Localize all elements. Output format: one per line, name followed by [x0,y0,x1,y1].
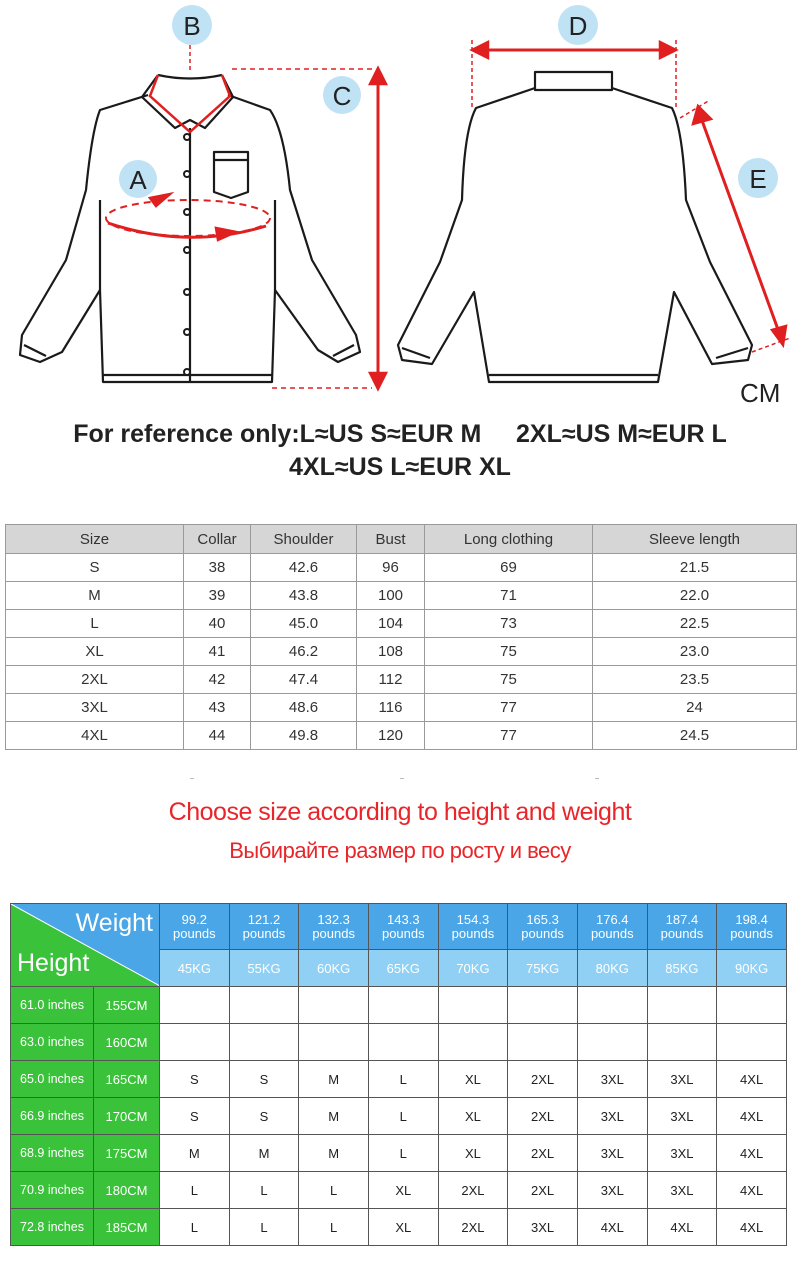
recommended-size: 4XL [717,1209,787,1246]
recommended-size [647,987,717,1024]
recommended-size: 3XL [577,1135,647,1172]
recommended-size: S [229,1098,299,1135]
recommended-size: 3XL [577,1061,647,1098]
cell-collar: 42 [184,666,251,694]
cell-bust: 112 [357,666,425,694]
recommended-size: 2XL [508,1135,578,1172]
cell-size: S [6,554,184,582]
cell-long-clothing: 69 [425,554,593,582]
height-cm: 180CM [94,1172,160,1209]
recommended-size [229,987,299,1024]
size-row [6,610,797,638]
cell-long-clothing: 75 [425,638,593,666]
size-row [6,694,797,722]
cell-bust: 116 [357,694,425,722]
recommended-size: XL [438,1098,508,1135]
recommended-size [577,1024,647,1061]
shirt-measurement-diagram [0,0,800,420]
cell-sleeve-length: 23.5 [593,666,797,694]
divider-dot [595,778,599,779]
height-inches: 63.0 inches [11,1024,94,1061]
cell-shoulder: 45.0 [251,610,357,638]
cell-size: 2XL [6,666,184,694]
col-header-long-clothing: Long clothing [425,525,593,554]
cell-long-clothing: 75 [425,666,593,694]
badge-a [119,160,157,198]
recommended-size: M [299,1061,369,1098]
cell-long-clothing: 77 [425,722,593,750]
size-row [6,666,797,694]
recommended-size: L [299,1209,369,1246]
size-row [6,722,797,750]
recommended-size: 3XL [577,1098,647,1135]
cell-sleeve-length: 21.5 [593,554,797,582]
recommended-size [647,1024,717,1061]
badge-c [323,76,361,114]
recommended-size [577,987,647,1024]
choose-size-heading-ru: Выбирайте размер по росту и весу [229,838,571,863]
recommended-size: L [368,1098,438,1135]
recommended-size: 4XL [717,1172,787,1209]
recommended-size: 3XL [577,1172,647,1209]
height-row [11,1061,787,1098]
weight-pounds-row [11,904,787,950]
weight-kg-header: 70KG [438,950,508,987]
recommended-size: L [160,1172,230,1209]
height-cm: 170CM [94,1098,160,1135]
weight-pounds-header: 176.4 pounds [577,904,647,950]
recommended-size: XL [438,1135,508,1172]
weight-kg-header: 90KG [717,950,787,987]
recommended-size [368,987,438,1024]
divider-dot [190,778,194,779]
col-header-size: Size [6,525,184,554]
height-weight-table [10,903,787,1246]
recommended-size: 2XL [508,1098,578,1135]
cell-bust: 104 [357,610,425,638]
cell-long-clothing: 73 [425,610,593,638]
recommended-size: 3XL [647,1135,717,1172]
badge-e [738,158,778,198]
height-row [11,1135,787,1172]
cell-collar: 43 [184,694,251,722]
height-cm: 155CM [94,987,160,1024]
recommended-size: 4XL [647,1209,717,1246]
cell-shoulder: 42.6 [251,554,357,582]
recommended-size: M [229,1135,299,1172]
recommended-size: S [160,1061,230,1098]
size-table [5,524,797,750]
height-row [11,1024,787,1061]
recommended-size: XL [438,1061,508,1098]
col-header-collar: Collar [184,525,251,554]
col-header-bust: Bust [357,525,425,554]
cell-collar: 40 [184,610,251,638]
height-row [11,1209,787,1246]
cell-bust: 100 [357,582,425,610]
recommended-size: 4XL [717,1061,787,1098]
height-inches: 61.0 inches [11,987,94,1024]
cell-size: M [6,582,184,610]
cell-size: 4XL [6,722,184,750]
cell-shoulder: 49.8 [251,722,357,750]
cell-size: 3XL [6,694,184,722]
height-cm: 185CM [94,1209,160,1246]
choose-size-heading: Choose size according to height and weight [168,798,632,826]
recommended-size [299,1024,369,1061]
recommended-size: 3XL [647,1172,717,1209]
weight-kg-header: 55KG [229,950,299,987]
height-inches: 68.9 inches [11,1135,94,1172]
cell-sleeve-length: 22.0 [593,582,797,610]
cell-sleeve-length: 23.0 [593,638,797,666]
recommended-size [717,1024,787,1061]
cell-sleeve-length: 22.5 [593,610,797,638]
recommended-size: L [229,1172,299,1209]
recommended-size: M [160,1135,230,1172]
recommended-size [160,1024,230,1061]
cell-collar: 44 [184,722,251,750]
weight-kg-header: 45KG [160,950,230,987]
height-cm: 165CM [94,1061,160,1098]
recommended-size: 3XL [508,1209,578,1246]
size-table-header [6,525,797,554]
recommended-size [717,987,787,1024]
cell-sleeve-length: 24 [593,694,797,722]
cell-collar: 38 [184,554,251,582]
recommended-size: L [160,1209,230,1246]
weight-kg-header: 65KG [368,950,438,987]
recommended-size: 4XL [577,1209,647,1246]
recommended-size: 3XL [647,1098,717,1135]
height-inches: 65.0 inches [11,1061,94,1098]
recommended-size [229,1024,299,1061]
height-inches: 70.9 inches [11,1172,94,1209]
size-row [6,582,797,610]
cell-bust: 108 [357,638,425,666]
reference-line-2: 4XL≈US L≈EUR XL [289,453,511,481]
weight-kg-header: 80KG [577,950,647,987]
weight-pounds-header: 99.2 pounds [160,904,230,950]
recommended-size: L [368,1135,438,1172]
cell-size: XL [6,638,184,666]
cell-long-clothing: 71 [425,582,593,610]
size-row [6,554,797,582]
recommended-size [299,987,369,1024]
recommended-size: XL [368,1209,438,1246]
divider-dot [400,778,404,779]
recommended-size: M [299,1135,369,1172]
recommended-size: L [368,1061,438,1098]
height-cm: 160CM [94,1024,160,1061]
weight-kg-header: 85KG [647,950,717,987]
badge-b-label: B [183,11,201,41]
height-inches: 66.9 inches [11,1098,94,1135]
cell-size: L [6,610,184,638]
table-corner [11,904,160,987]
recommended-size [160,987,230,1024]
weight-pounds-header: 121.2 pounds [229,904,299,950]
cell-long-clothing: 77 [425,694,593,722]
recommended-size: 2XL [438,1172,508,1209]
recommended-size: 3XL [647,1061,717,1098]
recommended-size [368,1024,438,1061]
cell-shoulder: 46.2 [251,638,357,666]
weight-pounds-header: 165.3 pounds [508,904,578,950]
recommended-size: 2XL [508,1172,578,1209]
weight-pounds-header: 143.3 pounds [368,904,438,950]
recommended-size: 4XL [717,1098,787,1135]
height-inches: 72.8 inches [11,1209,94,1246]
unit-label: CM [740,378,781,408]
badge-c-label: C [332,81,352,111]
badge-e-label: E [749,164,767,194]
reference-line-1: For reference only:L≈US S≈EUR M 2XL≈US M≈EUR L [73,420,727,448]
cell-shoulder: 48.6 [251,694,357,722]
badge-d-label: D [568,11,588,41]
recommended-size [508,1024,578,1061]
recommended-size: L [299,1172,369,1209]
badge-a-label: A [129,165,147,195]
cell-shoulder: 47.4 [251,666,357,694]
cell-shoulder: 43.8 [251,582,357,610]
badge-d [558,5,598,45]
weight-pounds-header: 154.3 pounds [438,904,508,950]
weight-kg-header: 60KG [299,950,369,987]
weight-pounds-header: 132.3 pounds [299,904,369,950]
recommended-size: S [160,1098,230,1135]
recommended-size: 2XL [438,1209,508,1246]
height-row [11,987,787,1024]
height-label: Height [17,949,90,977]
cell-collar: 41 [184,638,251,666]
weight-kg-header: 75KG [508,950,578,987]
height-row [11,1098,787,1135]
col-header-shoulder: Shoulder [251,525,357,554]
col-header-sleeve-length: Sleeve length [593,525,797,554]
cell-sleeve-length: 24.5 [593,722,797,750]
height-cm: 175CM [94,1135,160,1172]
size-row [6,638,797,666]
weight-label: Weight [75,909,153,937]
height-row [11,1172,787,1209]
cell-bust: 120 [357,722,425,750]
badge-b [172,5,212,45]
recommended-size: L [229,1209,299,1246]
cell-bust: 96 [357,554,425,582]
weight-pounds-header: 198.4 pounds [717,904,787,950]
recommended-size: 4XL [717,1135,787,1172]
recommended-size: S [229,1061,299,1098]
recommended-size: 2XL [508,1061,578,1098]
shirt-front [20,75,360,382]
recommended-size [508,987,578,1024]
recommended-size [438,987,508,1024]
recommended-size: XL [368,1172,438,1209]
recommended-size: M [299,1098,369,1135]
weight-pounds-header: 187.4 pounds [647,904,717,950]
cell-collar: 39 [184,582,251,610]
recommended-size [438,1024,508,1061]
